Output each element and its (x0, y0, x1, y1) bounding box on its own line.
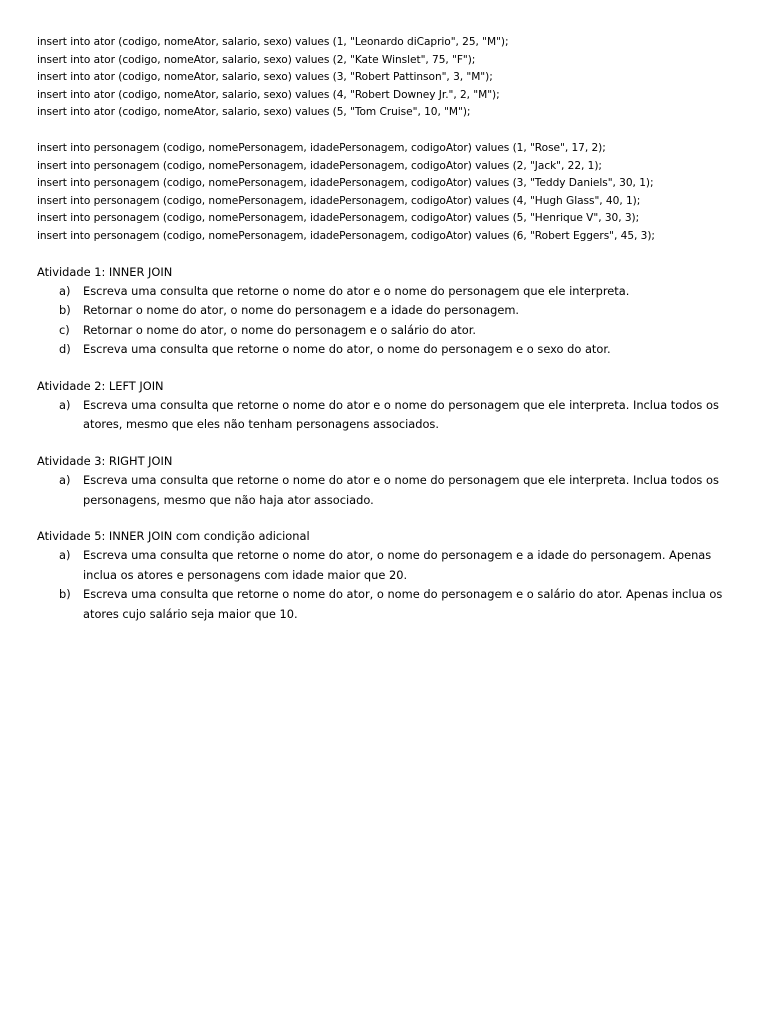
list-item (37, 471, 738, 510)
list-item-text: Escreva uma consulta que retorne o nome do ator, o nome do personagem e a idade do personagem. Apenas inclua os atores e personagens com idade maior que 20. (83, 548, 712, 582)
spacer (37, 122, 738, 140)
sql-line: insert into personagem (codigo, nomePersonagem, idadePersonagem, codigoAtor) values (6, "Robert Eggers", 45, 3); (37, 229, 655, 242)
list-marker: a) (59, 397, 71, 412)
activity-list (37, 396, 738, 435)
sql-line: insert into ator (codigo, nomeAtor, salario, sexo) values (1, "Leonardo diCaprio", 25, "M"); (37, 36, 509, 48)
list-item-text: Escreva uma consulta que retorne o nome do ator, o nome do personagem e o sexo do ator. (83, 342, 611, 357)
activity-list (37, 471, 738, 510)
activity-title: Atividade 1: INNER JOIN (37, 264, 173, 279)
list-item-text: Escreva uma consulta que retorne o nome do ator, o nome do personagem e o salário do ator. Apenas inclua os atores cujo salário seja maior que 10. (83, 587, 723, 621)
list-item-text: Escreva uma consulta que retorne o nome do ator e o nome do personagem que ele interpreta. Inclua todos os personagens, mesmo que não haja ator associado. (83, 473, 719, 507)
sql-line: insert into ator (codigo, nomeAtor, salario, sexo) values (5, "Tom Cruise", 10, "M"); (37, 106, 471, 119)
sql-line: insert into ator (codigo, nomeAtor, salario, sexo) values (3, "Robert Pattinson", 3, "M"); (37, 71, 493, 84)
ator-insert-block (37, 34, 738, 122)
list-marker: a) (59, 283, 71, 298)
list-item-text: Escreva uma consulta que retorne o nome do ator e o nome do personagem que ele interpreta. (83, 283, 630, 298)
sql-line: insert into personagem (codigo, nomePersonagem, idadePersonagem, codigoAtor) values (4, "Hugh Glass", 40, 1); (37, 194, 641, 207)
activity-title: Atividade 2: LEFT JOIN (37, 378, 164, 393)
list-marker: a) (59, 548, 71, 563)
activity-2 (37, 377, 738, 435)
activity-5 (37, 527, 738, 624)
list-item (37, 396, 738, 435)
sql-line: insert into personagem (codigo, nomePersonagem, idadePersonagem, codigoAtor) values (3, "Teddy Daniels", 30, 1); (37, 177, 654, 190)
list-item (37, 340, 738, 359)
list-marker: b) (59, 303, 71, 318)
list-marker: a) (59, 473, 71, 488)
personagem-insert-block (37, 140, 738, 246)
sql-line: insert into personagem (codigo, nomePersonagem, idadePersonagem, codigoAtor) values (1, "Rose", 17, 2); (37, 141, 606, 154)
sql-line: insert into ator (codigo, nomeAtor, salario, sexo) values (4, "Robert Downey Jr.", 2, "M"); (37, 88, 500, 101)
activity-list (37, 546, 738, 624)
list-item (37, 321, 738, 340)
activity-3 (37, 452, 738, 510)
list-item (37, 301, 738, 320)
activity-title: Atividade 3: RIGHT JOIN (37, 453, 173, 468)
list-item (37, 282, 738, 301)
activity-list (37, 282, 738, 360)
list-marker: b) (59, 587, 71, 602)
sql-line: insert into personagem (codigo, nomePersonagem, idadePersonagem, codigoAtor) values (2, "Jack", 22, 1); (37, 159, 602, 172)
sql-line: insert into personagem (codigo, nomePersonagem, idadePersonagem, codigoAtor) values (5, "Henrique V", 30, 3); (37, 212, 640, 225)
activity-1 (37, 263, 738, 360)
activity-title: Atividade 5: INNER JOIN com condição adicional (37, 529, 310, 543)
list-item-text: Retornar o nome do ator, o nome do personagem e o salário do ator. (83, 322, 477, 337)
list-item (37, 585, 738, 624)
list-marker: c) (59, 322, 70, 337)
list-item-text: Retornar o nome do ator, o nome do personagem e a idade do personagem. (83, 303, 520, 318)
list-item-text: Escreva uma consulta que retorne o nome do ator e o nome do personagem que ele interpreta. Inclua todos os atores, mesmo que eles não tenham personagens associados. (83, 397, 719, 432)
list-marker: d) (59, 342, 71, 357)
sql-line: insert into ator (codigo, nomeAtor, salario, sexo) values (2, "Kate Winslet", 75, "F"); (37, 53, 476, 66)
list-item (37, 546, 738, 585)
